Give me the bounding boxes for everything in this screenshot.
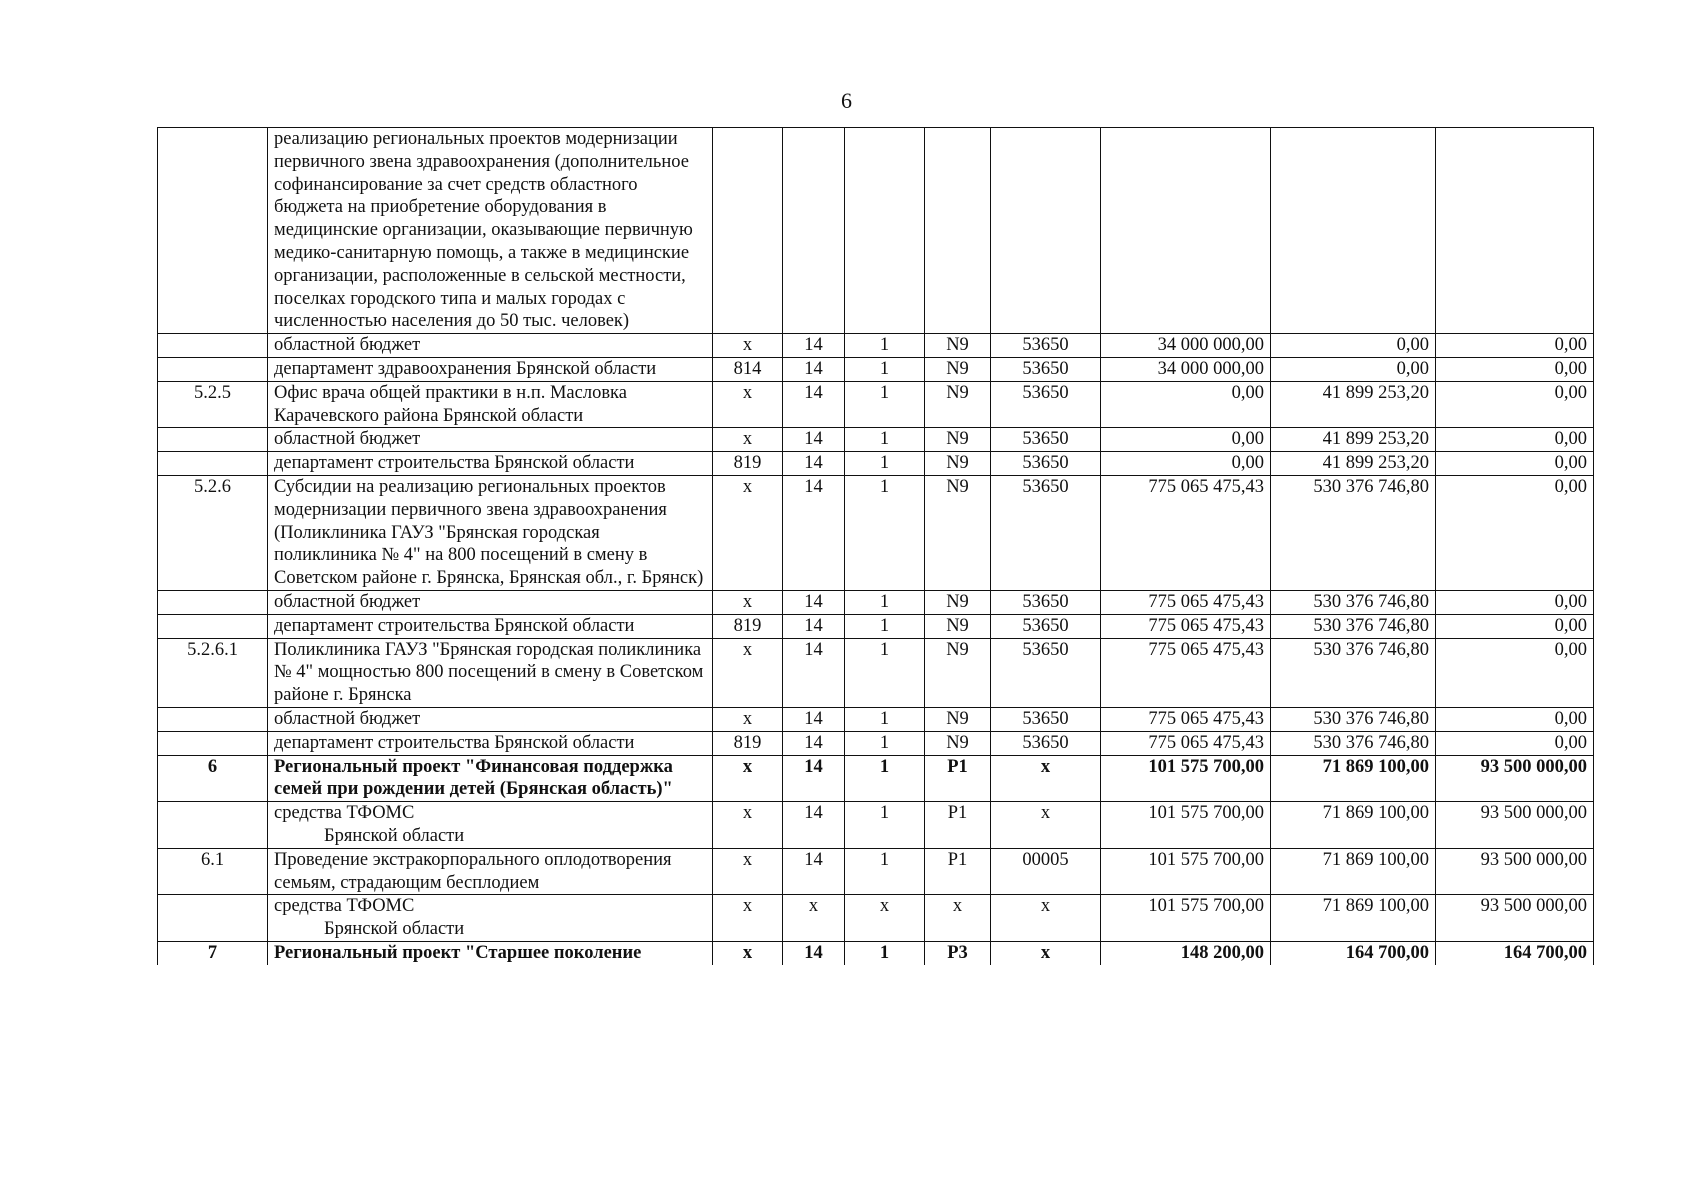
code-cell: 53650	[991, 707, 1101, 731]
row-name-line: средства ТФОМС	[274, 896, 415, 917]
amount-cell: 41 899 253,20	[1271, 452, 1436, 476]
code-cell: 53650	[991, 590, 1101, 614]
amount-cell: 0,00	[1436, 614, 1594, 638]
row-number: 5.2.6	[158, 475, 268, 590]
code-cell: N9	[925, 731, 991, 755]
amount-cell: 0,00	[1271, 334, 1436, 358]
code-cell: 14	[783, 802, 845, 849]
amount-cell: 0,00	[1436, 428, 1594, 452]
row-number	[158, 895, 268, 942]
amount-cell: 0,00	[1436, 475, 1594, 590]
row-name: департамент строительства Брянской области	[268, 614, 713, 638]
table-row	[158, 895, 1594, 942]
amount-cell: 530 376 746,80	[1271, 590, 1436, 614]
amount-cell: 0,00	[1436, 707, 1594, 731]
code-cell: 53650	[991, 428, 1101, 452]
table-row	[158, 848, 1594, 895]
amount-cell: 93 500 000,00	[1436, 848, 1594, 895]
code-cell: N9	[925, 475, 991, 590]
code-cell	[991, 128, 1101, 334]
row-number	[158, 452, 268, 476]
code-cell: P1	[925, 802, 991, 849]
amount-cell: 0,00	[1271, 357, 1436, 381]
code-cell: x	[713, 381, 783, 428]
amount-cell: 0,00	[1436, 381, 1594, 428]
code-cell: x	[991, 895, 1101, 942]
amount-cell: 0,00	[1101, 381, 1271, 428]
row-number: 7	[158, 941, 268, 964]
code-cell: N9	[925, 707, 991, 731]
row-number: 5.2.5	[158, 381, 268, 428]
amount-cell: 34 000 000,00	[1101, 357, 1271, 381]
amount-cell: 148 200,00	[1101, 941, 1271, 964]
amount-cell: 41 899 253,20	[1271, 428, 1436, 452]
table-row	[158, 755, 1594, 802]
row-number	[158, 731, 268, 755]
row-number	[158, 614, 268, 638]
amount-cell	[1436, 128, 1594, 334]
row-number	[158, 128, 268, 334]
amount-cell: 775 065 475,43	[1101, 475, 1271, 590]
code-cell: 1	[845, 357, 925, 381]
amount-cell: 71 869 100,00	[1271, 848, 1436, 895]
row-number	[158, 428, 268, 452]
code-cell: 14	[783, 475, 845, 590]
amount-cell: 71 869 100,00	[1271, 895, 1436, 942]
row-name: Поликлиника ГАУЗ "Брянская городская поликлиника № 4" мощностью 800 посещений в смену в Советском районе г. Брянска	[268, 638, 713, 707]
code-cell: x	[991, 802, 1101, 849]
code-cell: 53650	[991, 357, 1101, 381]
table-row	[158, 357, 1594, 381]
row-name: департамент строительства Брянской области	[268, 731, 713, 755]
table-row	[158, 475, 1594, 590]
row-name: Региональный проект "Старшее поколение	[268, 941, 713, 964]
table-row	[158, 802, 1594, 849]
table-row	[158, 128, 1594, 334]
amount-cell: 0,00	[1436, 590, 1594, 614]
row-name-line: средства ТФОМС	[274, 803, 415, 824]
code-cell: x	[713, 895, 783, 942]
code-cell: 14	[783, 755, 845, 802]
row-name-line: Брянской области	[324, 825, 465, 846]
amount-cell: 775 065 475,43	[1101, 638, 1271, 707]
code-cell	[713, 128, 783, 334]
code-cell: 14	[783, 941, 845, 964]
code-cell: x	[713, 638, 783, 707]
code-cell	[845, 128, 925, 334]
amount-cell: 164 700,00	[1436, 941, 1594, 964]
code-cell: 14	[783, 381, 845, 428]
code-cell: 1	[845, 614, 925, 638]
row-name	[268, 802, 713, 849]
code-cell: x	[713, 707, 783, 731]
code-cell: N9	[925, 590, 991, 614]
table-row	[158, 590, 1594, 614]
code-cell: 53650	[991, 614, 1101, 638]
code-cell: x	[783, 895, 845, 942]
table-row	[158, 731, 1594, 755]
code-cell: 1	[845, 755, 925, 802]
row-name: Региональный проект "Финансовая поддержка семей при рождении детей (Брянская область)"	[268, 755, 713, 802]
code-cell: N9	[925, 638, 991, 707]
row-name: областной бюджет	[268, 334, 713, 358]
code-cell: 819	[713, 731, 783, 755]
amount-cell: 0,00	[1101, 452, 1271, 476]
amount-cell: 101 575 700,00	[1101, 802, 1271, 849]
code-cell: 1	[845, 707, 925, 731]
row-name: областной бюджет	[268, 590, 713, 614]
code-cell: x	[713, 848, 783, 895]
budget-table	[157, 127, 1594, 965]
code-cell: 14	[783, 357, 845, 381]
code-cell: x	[713, 802, 783, 849]
amount-cell: 93 500 000,00	[1436, 802, 1594, 849]
amount-cell: 0,00	[1101, 428, 1271, 452]
code-cell: 14	[783, 638, 845, 707]
row-number	[158, 707, 268, 731]
code-cell: 53650	[991, 638, 1101, 707]
code-cell: 14	[783, 707, 845, 731]
code-cell: 53650	[991, 452, 1101, 476]
code-cell: 14	[783, 614, 845, 638]
amount-cell: 775 065 475,43	[1101, 590, 1271, 614]
row-number	[158, 590, 268, 614]
code-cell: x	[713, 475, 783, 590]
table-row	[158, 614, 1594, 638]
code-cell: 14	[783, 590, 845, 614]
code-cell: x	[991, 755, 1101, 802]
code-cell: 1	[845, 452, 925, 476]
row-number	[158, 334, 268, 358]
amount-cell: 530 376 746,80	[1271, 707, 1436, 731]
row-name: областной бюджет	[268, 428, 713, 452]
row-number	[158, 357, 268, 381]
code-cell: x	[713, 590, 783, 614]
code-cell: x	[845, 895, 925, 942]
amount-cell	[1101, 128, 1271, 334]
code-cell: x	[713, 755, 783, 802]
code-cell: x	[713, 428, 783, 452]
code-cell	[783, 128, 845, 334]
amount-cell: 34 000 000,00	[1101, 334, 1271, 358]
code-cell: 53650	[991, 475, 1101, 590]
amount-cell: 0,00	[1436, 357, 1594, 381]
code-cell: x	[713, 334, 783, 358]
amount-cell: 775 065 475,43	[1101, 614, 1271, 638]
amount-cell: 93 500 000,00	[1436, 895, 1594, 942]
code-cell: 1	[845, 428, 925, 452]
code-cell: 53650	[991, 334, 1101, 358]
row-number: 6	[158, 755, 268, 802]
table-row	[158, 334, 1594, 358]
code-cell: 819	[713, 452, 783, 476]
code-cell: N9	[925, 452, 991, 476]
code-cell: 14	[783, 334, 845, 358]
row-name: департамент здравоохранения Брянской области	[268, 357, 713, 381]
amount-cell	[1271, 128, 1436, 334]
table-row	[158, 638, 1594, 707]
code-cell: 14	[783, 428, 845, 452]
code-cell: N9	[925, 334, 991, 358]
table-row	[158, 707, 1594, 731]
code-cell: 1	[845, 802, 925, 849]
code-cell: 14	[783, 452, 845, 476]
amount-cell: 93 500 000,00	[1436, 755, 1594, 802]
code-cell: 1	[845, 590, 925, 614]
amount-cell: 775 065 475,43	[1101, 731, 1271, 755]
code-cell: 1	[845, 638, 925, 707]
code-cell: 1	[845, 731, 925, 755]
amount-cell: 775 065 475,43	[1101, 707, 1271, 731]
row-name: областной бюджет	[268, 707, 713, 731]
row-number: 6.1	[158, 848, 268, 895]
code-cell: 1	[845, 848, 925, 895]
row-name: Проведение экстракорпорального оплодотворения семьям, страдающим бесплодием	[268, 848, 713, 895]
amount-cell: 101 575 700,00	[1101, 848, 1271, 895]
code-cell	[925, 128, 991, 334]
row-name	[268, 895, 713, 942]
amount-cell: 0,00	[1436, 334, 1594, 358]
row-name: департамент строительства Брянской области	[268, 452, 713, 476]
amount-cell: 0,00	[1436, 731, 1594, 755]
code-cell: 14	[783, 731, 845, 755]
amount-cell: 41 899 253,20	[1271, 381, 1436, 428]
code-cell: N9	[925, 428, 991, 452]
code-cell: 53650	[991, 731, 1101, 755]
code-cell: 00005	[991, 848, 1101, 895]
row-name: реализацию региональных проектов модернизации первичного звена здравоохранения (дополнительное софинансирование за счет средств областного бюджета на приобретение оборудования в медицинские организации, оказывающие первичную медико-санитарную помощь, а также в медицинские организации, расположенные в сельской местности, поселках городского типа и малых городах с численностью населения до 50 тыс. человек)	[268, 128, 713, 334]
code-cell: P1	[925, 848, 991, 895]
row-name: Субсидии на реализацию региональных проектов модернизации первичного звена здравоохранения (Поликлиника ГАУЗ "Брянская городская поликлиника № 4" на 800 посещений в смену в Советском районе г. Брянска, Брянская обл., г. Брянск)	[268, 475, 713, 590]
amount-cell: 101 575 700,00	[1101, 895, 1271, 942]
code-cell: N9	[925, 357, 991, 381]
code-cell: 1	[845, 334, 925, 358]
amount-cell: 164 700,00	[1271, 941, 1436, 964]
table-row	[158, 452, 1594, 476]
table-row	[158, 941, 1594, 964]
row-name: Офис врача общей практики в н.п. Масловка Карачевского района Брянской области	[268, 381, 713, 428]
code-cell: 53650	[991, 381, 1101, 428]
amount-cell: 71 869 100,00	[1271, 802, 1436, 849]
code-cell: x	[991, 941, 1101, 964]
table-row	[158, 428, 1594, 452]
amount-cell: 0,00	[1436, 638, 1594, 707]
code-cell: 1	[845, 941, 925, 964]
amount-cell: 71 869 100,00	[1271, 755, 1436, 802]
code-cell: P3	[925, 941, 991, 964]
code-cell: x	[713, 941, 783, 964]
amount-cell: 0,00	[1436, 452, 1594, 476]
code-cell: 1	[845, 381, 925, 428]
row-name-line: Брянской области	[324, 919, 465, 940]
table-row	[158, 381, 1594, 428]
code-cell: 1	[845, 475, 925, 590]
row-number	[158, 802, 268, 849]
code-cell: x	[925, 895, 991, 942]
code-cell: P1	[925, 755, 991, 802]
code-cell: 814	[713, 357, 783, 381]
code-cell: 819	[713, 614, 783, 638]
amount-cell: 530 376 746,80	[1271, 731, 1436, 755]
amount-cell: 530 376 746,80	[1271, 638, 1436, 707]
page-number: 6	[841, 88, 852, 113]
row-number: 5.2.6.1	[158, 638, 268, 707]
code-cell: N9	[925, 381, 991, 428]
amount-cell: 101 575 700,00	[1101, 755, 1271, 802]
amount-cell: 530 376 746,80	[1271, 614, 1436, 638]
code-cell: 14	[783, 848, 845, 895]
amount-cell: 530 376 746,80	[1271, 475, 1436, 590]
code-cell: N9	[925, 614, 991, 638]
